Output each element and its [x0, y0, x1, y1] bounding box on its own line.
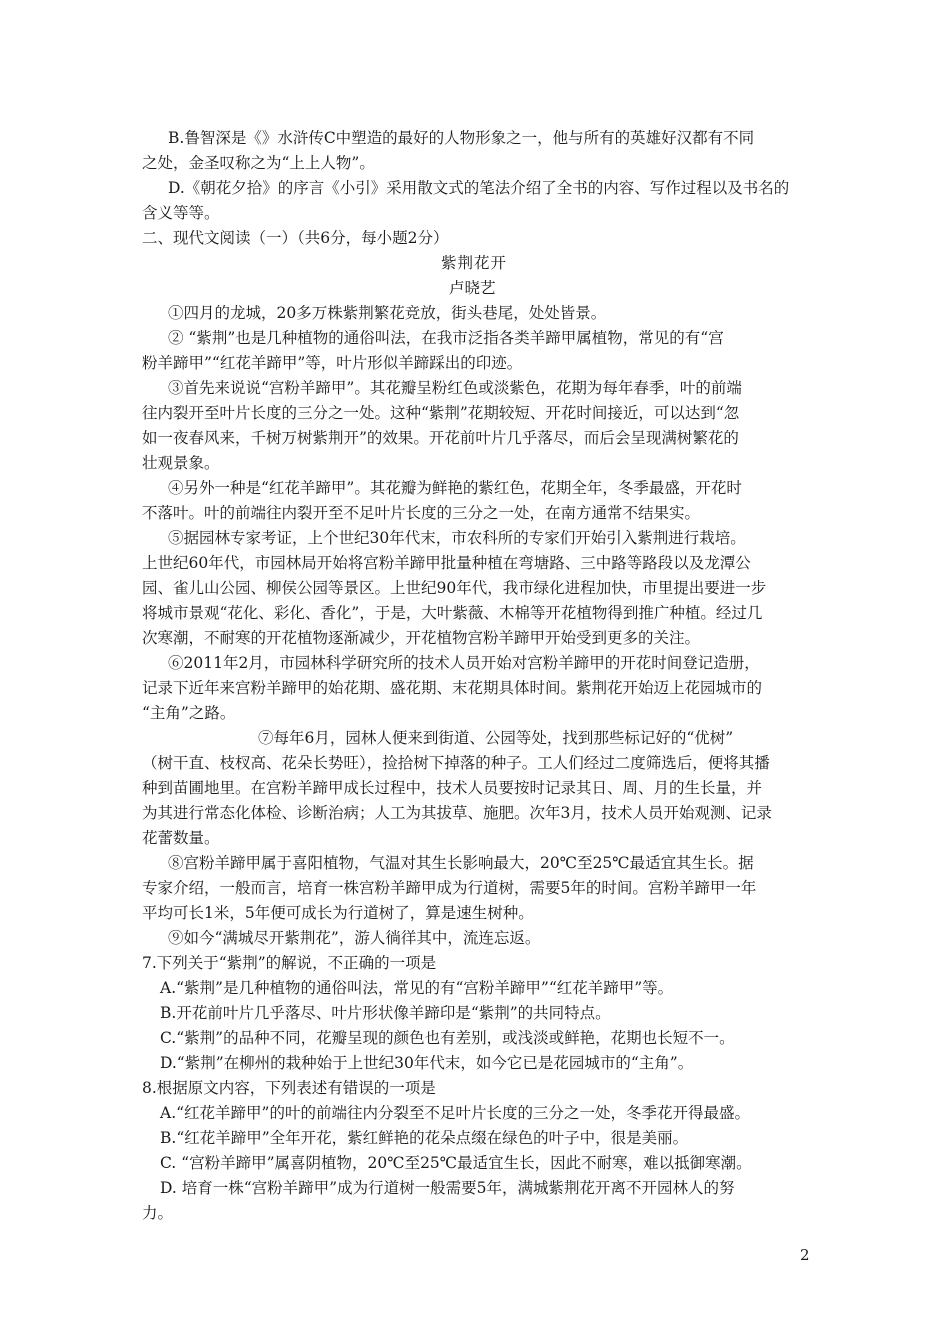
question-8-option-c: C. “宫粉羊蹄甲”属喜阴植物，20℃至25℃最适宜生长，因此不耐寒，难以抵御寒潮。 — [160, 1154, 752, 1172]
paragraph-5-line: 园、雀儿山公园、柳侯公园等景区。上世纪90年代，我市绿化进程加快，市里提出要进一步 — [142, 579, 767, 597]
paragraph-5-line: 次寒潮，不耐寒的开花植物逐渐减少，开花植物宫粉羊蹄甲开始受到更多的关注。 — [142, 629, 701, 647]
paragraph-5-line: 将城市景观“花化、彩化、香化”，于是，大叶紫薇、木棉等开花植物得到推广种植。经过几 — [142, 604, 763, 622]
article-author: 卢晓艺 — [449, 279, 496, 297]
question-8-option-d-line-1: D. 培育一株“宫粉羊蹄甲”成为行道树一般需要5年，满城紫荆花开离不开园林人的努 — [160, 1179, 735, 1197]
paragraph-3-line: 往内裂开至叶片长度的三分之一处。这种“紫荆”花期较短、开花时间接近，可以达到“忽 — [142, 404, 740, 422]
paragraph-5-line: 上世纪60年代，市园林局开始将宫粉羊蹄甲批量种植在弯塘路、三中路等路段以及龙潭公 — [142, 554, 751, 572]
paragraph-6-line: “主角”之路。 — [142, 704, 236, 722]
question-8-stem: 8.根据原文内容，下列表述有错误的一项是 — [142, 1079, 436, 1097]
paragraph-8-line: 专家介绍，一般而言，培育一株宫粉羊蹄甲成为行道树，需要5年的时间。宫粉羊蹄甲一年 — [142, 879, 757, 897]
question-8-option-d-line-2: 力。 — [142, 1204, 174, 1222]
page-number: 2 — [800, 1246, 810, 1264]
paragraph-4-line: 不落叶。叶的前端往内裂开至不足叶片长度的三分之一处，在南方通常不结果实。 — [142, 504, 701, 522]
paragraph-4-line: ④另外一种是“红花羊蹄甲”。其花瓣为鲜艳的紫红色，花期全年，冬季最盛，开花时 — [168, 479, 742, 497]
question-7-option-b: B.开花前叶片几乎落尽、叶片形状像羊蹄印是“紫荆”的共同特点。 — [160, 1004, 611, 1022]
paragraph-3-line: 壮观景象。 — [142, 454, 220, 472]
paragraph-7-line: 为其进行常态化体检、诊断治病；人工为其拔草、施肥。次年3月，技术人员开始观测、记录 — [142, 804, 772, 822]
article-title: 紫荆花开 — [441, 254, 508, 272]
paragraph-2-line: ② “紫荆”也是几种植物的通俗叫法，在我市泛指各类羊蹄甲属植物，常见的有“宫 — [168, 329, 724, 347]
choice-b-line-2: 之处，金圣叹称之为“上上人物”。 — [142, 154, 375, 172]
paragraph-5-line: ⑤据园林专家考证，上个世纪30年代末，市农科所的专家们开始引入紫荆进行栽培。 — [168, 529, 746, 547]
paragraph-8-line: ⑧宫粉羊蹄甲属于喜阳植物，气温对其生长影响最大，20℃至25℃最适宜其生长。据 — [168, 854, 754, 872]
section-heading: 二、现代文阅读（一）（共6分，每小题2分） — [142, 229, 449, 247]
paragraph-1-line: ①四月的龙城，20多万株紫荆繁花竞放，街头巷尾，处处皆景。 — [168, 304, 607, 322]
paragraph-3-line: 如一夜春风来，千树万树紫荆开”的效果。开花前叶片几乎落尽，而后会呈现满树繁花的 — [142, 429, 739, 447]
question-7-option-c: C.“紫荆”的品种不同，花瓣呈现的颜色也有差别，或浅淡或鲜艳，花期也长短不一。 — [160, 1029, 735, 1047]
choice-d-line-2: 含义等等。 — [142, 204, 220, 222]
paragraph-7-line: 花蕾数量。 — [142, 829, 220, 847]
paragraph-6-line: 记录下近年来宫粉羊蹄甲的始花期、盛花期、末花期具体时间。紫荆花开始迈上花园城市的 — [142, 679, 763, 697]
question-8-option-a: A.“红花羊蹄甲”的叶的前端往内分裂至不足叶片长度的三分之一处，冬季花开得最盛。 — [160, 1104, 750, 1122]
paragraph-7-line: （树干直、枝杈高、花朵长势旺），捡拾树下掉落的种子。工人们经过二度筛选后，便将其播 — [142, 754, 770, 772]
question-7-stem: 7.下列关于“紫荆”的解说，不正确的一项是 — [142, 954, 437, 972]
paragraph-8-line: 平均可长1米，5年便可成长为行道树了，算是速生树种。 — [142, 904, 534, 922]
paragraph-3-line: ③首先来说说“宫粉羊蹄甲”。其花瓣呈粉红色或淡紫色，花期为每年春季，叶的前端 — [168, 379, 742, 397]
paragraph-2-line: 粉羊蹄甲”“红花羊蹄甲”等，叶片形似羊蹄踩出的印迹。 — [142, 354, 523, 372]
question-8-option-b: B.“红花羊蹄甲”全年开花，紫红鲜艳的花朵点缀在绿色的叶子中，很是美丽。 — [160, 1129, 689, 1147]
question-7-option-a: A.“紫荆”是几种植物的通俗叫法，常见的有“宫粉羊蹄甲”“红花羊蹄甲”等。 — [160, 979, 674, 997]
choice-d-line-1: D.《朝花夕拾》的序言《小引》采用散文式的笔法介绍了全书的内容、写作过程以及书名的 — [168, 179, 790, 197]
paragraph-7-line: ⑦每年6月，园林人便来到街道、公园等处，找到那些标记好的“优树” — [258, 729, 734, 747]
paragraph-6-line: ⑥2011年2月，市园林科学研究所的技术人员开始对宫粉羊蹄甲的开花时间登记造册， — [168, 654, 760, 672]
paragraph-9-line: ⑨如今“满城尽开紫荆花”，游人徜徉其中，流连忘返。 — [168, 929, 541, 947]
question-7-option-d: D.“紫荆”在柳州的栽种始于上世纪30年代末，如今它已是花园城市的“主角”。 — [160, 1054, 694, 1072]
choice-b-line-1: B.鲁智深是《》水浒传C中塑造的最好的人物形象之一，他与所有的英雄好汉都有不同 — [168, 129, 755, 147]
paragraph-7-line: 种到苗圃地里。在宫粉羊蹄甲成长过程中，技术人员要按时记录其日、周、月的生长量，并 — [142, 779, 763, 797]
